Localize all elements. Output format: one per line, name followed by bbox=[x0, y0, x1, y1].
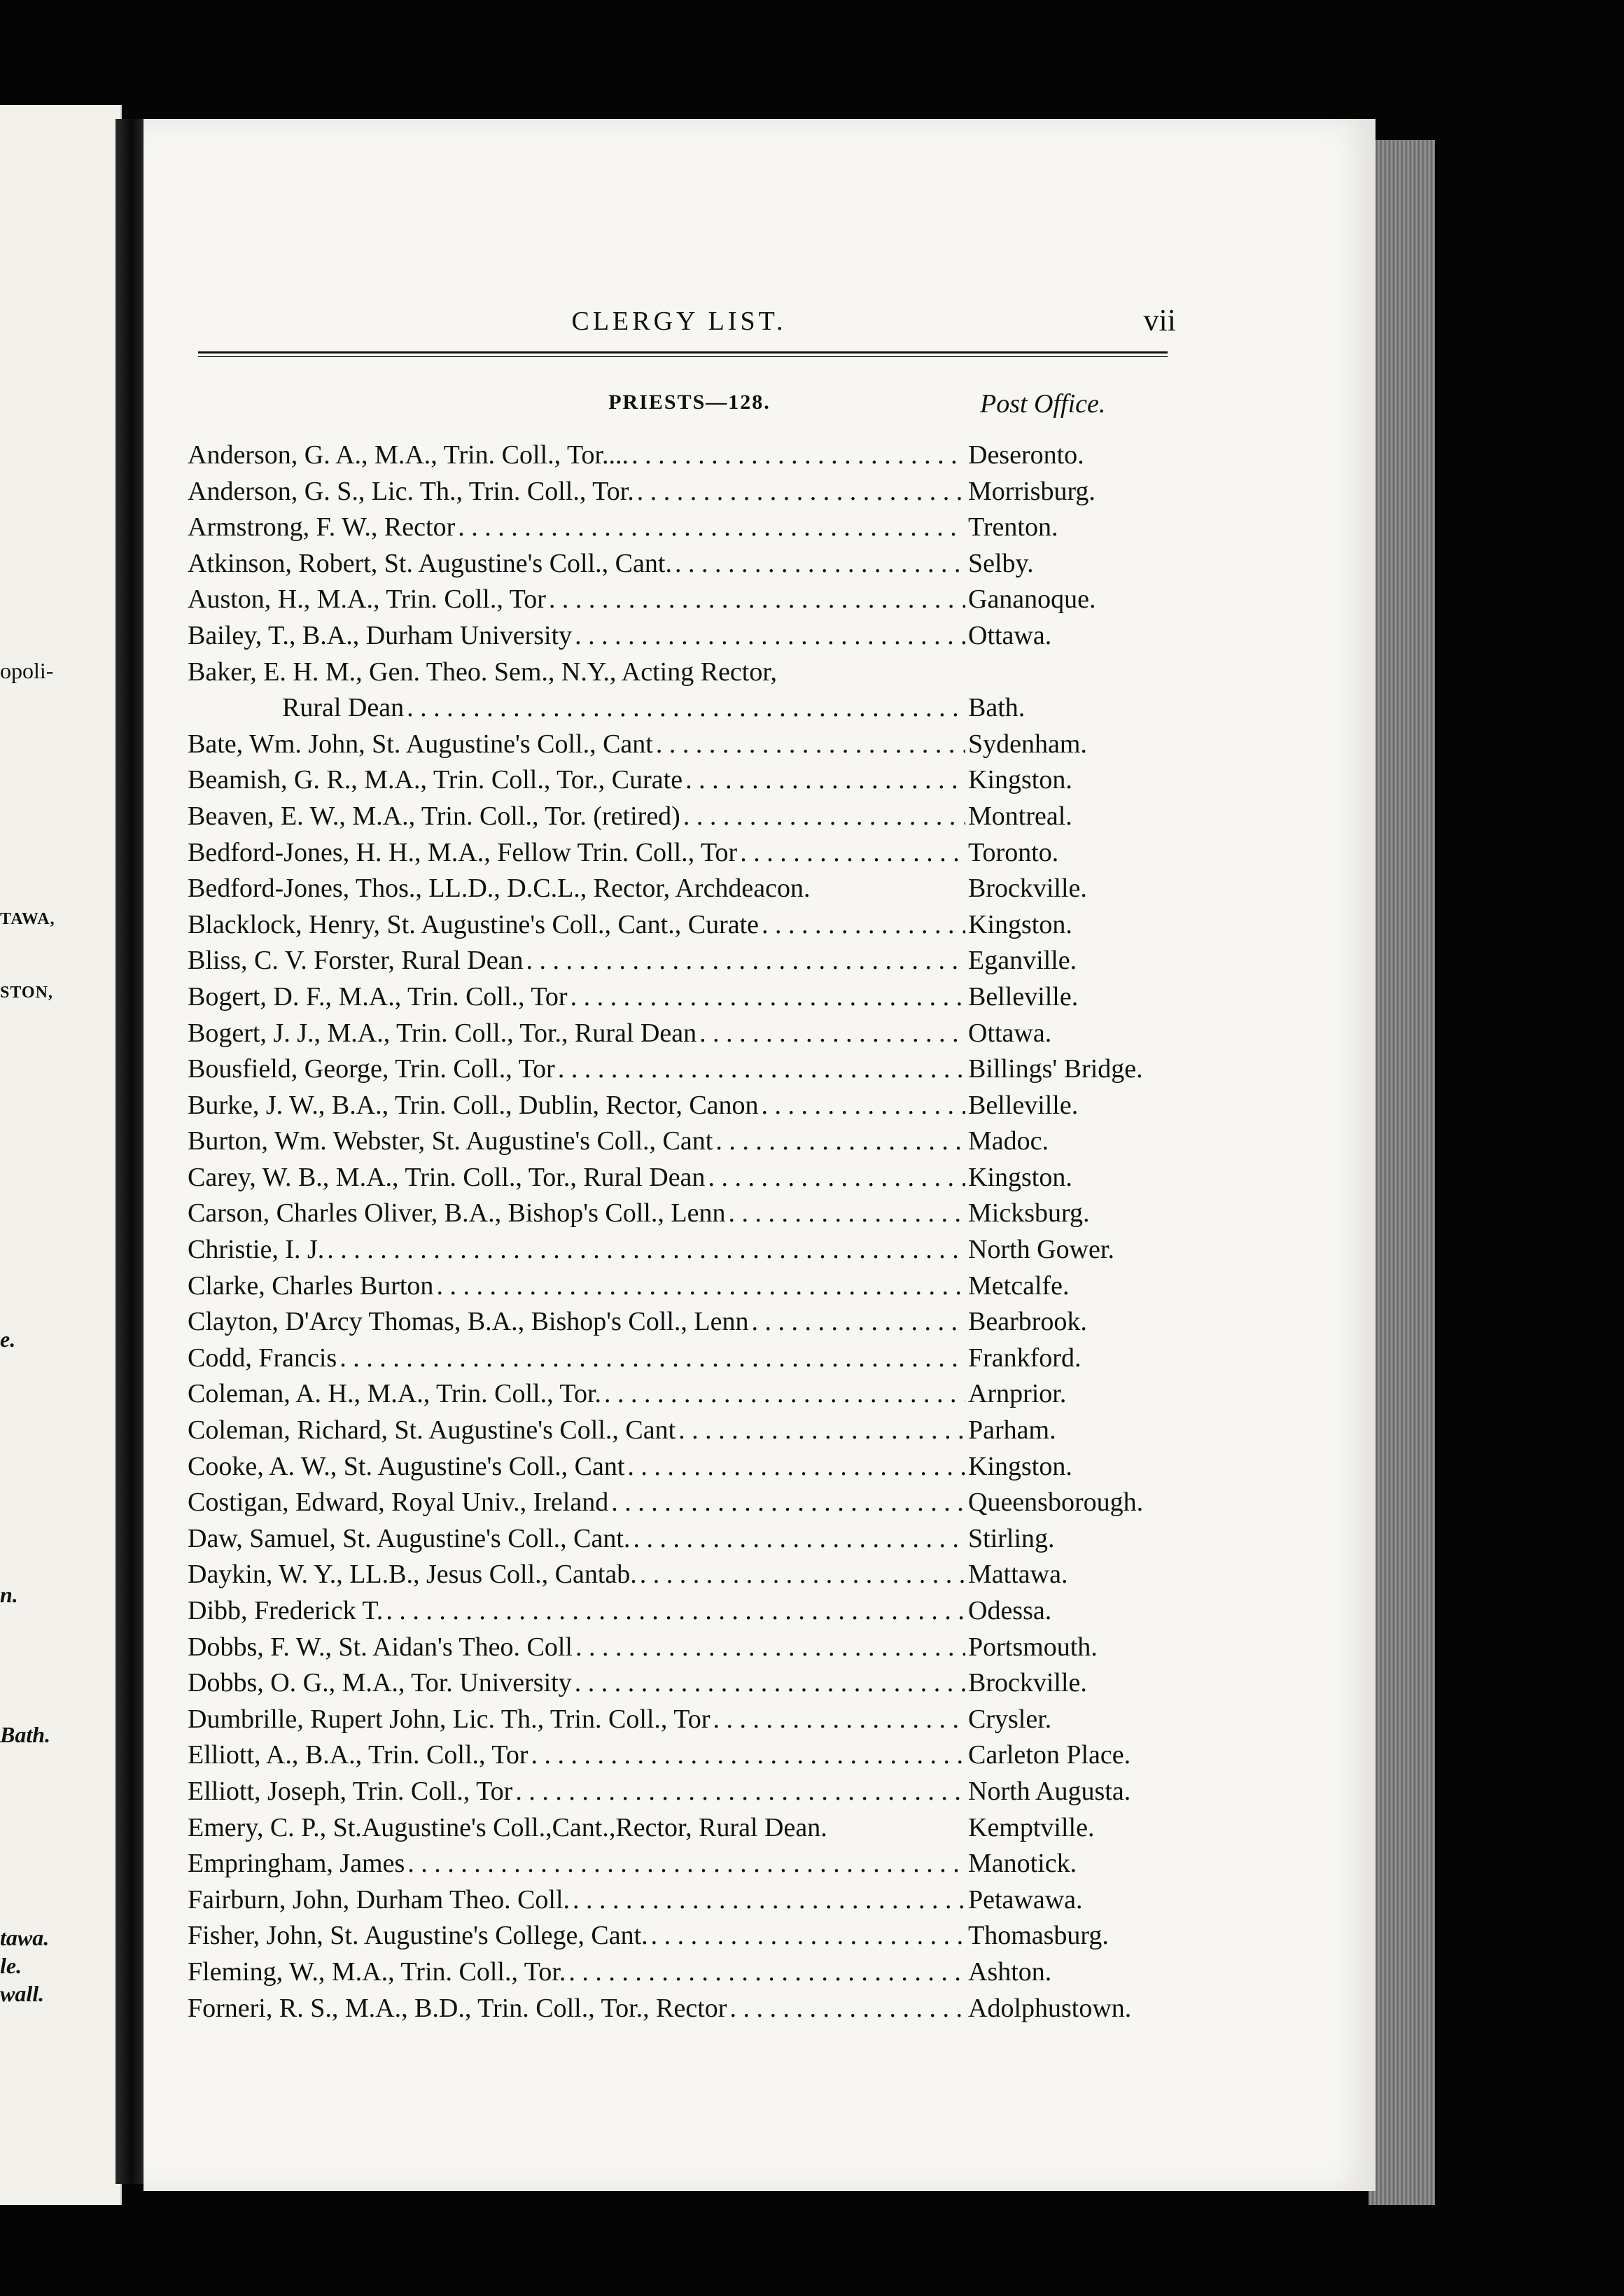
clergy-entry bbox=[188, 690, 1168, 727]
dot-leader bbox=[575, 1665, 965, 1702]
section-heading: PRIESTS—128. bbox=[608, 391, 771, 414]
page-number: vii bbox=[1143, 303, 1176, 337]
post-office: Frankford. bbox=[968, 1343, 1082, 1373]
post-office: Morrisburg. bbox=[968, 476, 1096, 506]
clergy-entry bbox=[188, 1774, 1168, 1810]
post-office: Odessa. bbox=[968, 1596, 1052, 1625]
dot-leader bbox=[458, 510, 965, 546]
dot-leader bbox=[627, 1449, 965, 1485]
dot-leader bbox=[685, 762, 965, 799]
dot-leader bbox=[675, 546, 965, 582]
facing-page-fragment: TAWA, bbox=[0, 910, 55, 928]
dot-leader bbox=[762, 1088, 965, 1124]
clergy-entry bbox=[188, 1124, 1168, 1160]
clergy-name: Emery, C. P., St.Augustine's Coll.,Cant.,Rector, Rural Dean. bbox=[188, 1812, 827, 1842]
clergy-entry bbox=[188, 871, 1168, 907]
clergy-entry bbox=[188, 618, 1168, 654]
clergy-name: Codd, Francis bbox=[188, 1343, 337, 1373]
post-office: Kemptville. bbox=[968, 1812, 1095, 1842]
post-office: Bath. bbox=[968, 693, 1026, 723]
dot-leader bbox=[640, 1557, 965, 1593]
dot-leader bbox=[637, 474, 965, 510]
clergy-name: Burton, Wm. Webster, St. Augustine's Coll., Cant bbox=[188, 1126, 713, 1156]
clergy-entry bbox=[188, 1413, 1168, 1449]
clergy-name: Empringham, James bbox=[188, 1849, 405, 1879]
dot-leader bbox=[683, 799, 965, 835]
clergy-entry bbox=[188, 799, 1168, 835]
clergy-name: Bliss, C. V. Forster, Rural Dean bbox=[188, 946, 524, 976]
facing-page bbox=[0, 105, 122, 2205]
clergy-name: Beamish, G. R., M.A., Trin. Coll., Tor., Curate bbox=[188, 765, 683, 795]
facing-page-fragment: n. bbox=[0, 1582, 18, 1607]
clergy-name: Fairburn, John, Durham Theo. Coll. bbox=[188, 1884, 570, 1914]
dot-leader bbox=[678, 1413, 965, 1449]
clergy-name: Beaven, E. W., M.A., Trin. Coll., Tor. (retired) bbox=[188, 801, 680, 831]
facing-page-fragment: STON, bbox=[0, 983, 53, 1002]
facing-page-fragment: e. bbox=[0, 1326, 16, 1352]
clergy-entry bbox=[188, 1991, 1168, 2027]
clergy-name: Costigan, Edward, Royal Univ., Ireland bbox=[188, 1488, 609, 1518]
clergy-entry bbox=[188, 1485, 1168, 1521]
clergy-entry bbox=[188, 1702, 1168, 1738]
dot-leader bbox=[407, 1846, 965, 1882]
clergy-entry bbox=[188, 654, 1168, 691]
post-office: Parham. bbox=[968, 1415, 1056, 1446]
post-office: Ottawa. bbox=[968, 1018, 1052, 1048]
dot-leader bbox=[651, 1918, 965, 1954]
dot-leader bbox=[762, 907, 965, 944]
post-office: Selby. bbox=[968, 548, 1034, 578]
clergy-name: Coleman, A. H., M.A., Trin. Coll., Tor. bbox=[188, 1379, 602, 1409]
facing-page-fragment: le. bbox=[0, 1953, 22, 1978]
clergy-name: Carey, W. B., M.A., Trin. Coll., Tor., Rural Dean bbox=[188, 1162, 706, 1192]
clergy-name: Bedford-Jones, H. H., M.A., Fellow Trin. Coll., Tor bbox=[188, 837, 738, 867]
facing-page-fragment: opoli- bbox=[0, 658, 54, 683]
facing-page-fragment: tawa. bbox=[0, 1925, 50, 1950]
clergy-entry bbox=[188, 546, 1168, 582]
dot-leader bbox=[573, 1882, 965, 1919]
post-office: Belleville. bbox=[968, 981, 1079, 1011]
dot-leader bbox=[715, 1124, 965, 1160]
clergy-name: Elliott, A., B.A., Trin. Coll., Tor bbox=[188, 1740, 528, 1770]
clergy-name: Coleman, Richard, St. Augustine's Coll., Cant bbox=[188, 1415, 676, 1446]
clergy-entry bbox=[188, 907, 1168, 944]
clergy-entry bbox=[188, 1088, 1168, 1124]
post-office: Thomasburg. bbox=[968, 1921, 1109, 1951]
clergy-name: Bogert, J. J., M.A., Trin. Coll., Tor., Rural Dean bbox=[188, 1018, 697, 1048]
clergy-entry bbox=[188, 1918, 1168, 1954]
clergy-name: Anderson, G. A., M.A., Trin. Coll., Tor.... bbox=[188, 440, 629, 470]
post-office: Ottawa. bbox=[968, 620, 1052, 650]
clergy-entry bbox=[188, 979, 1168, 1016]
facing-page-fragment: wall. bbox=[0, 1981, 45, 2006]
clergy-name: Clayton, D'Arcy Thomas, B.A., Bishop's Coll., Lenn bbox=[188, 1307, 749, 1337]
clergy-list bbox=[188, 438, 1168, 2026]
clergy-entry bbox=[188, 1557, 1168, 1593]
post-office: Mattawa. bbox=[968, 1560, 1068, 1590]
clergy-entry bbox=[188, 438, 1168, 474]
clergy-name: Auston, H., M.A., Trin. Coll., Tor bbox=[188, 584, 546, 615]
post-office: Eganville. bbox=[968, 946, 1077, 976]
post-office: Metcalfe. bbox=[968, 1270, 1070, 1301]
clergy-name: Elliott, Joseph, Trin. Coll., Tor bbox=[188, 1776, 513, 1806]
clergy-name: Rural Dean bbox=[282, 693, 405, 723]
facing-page-fragment: Bath. bbox=[0, 1722, 51, 1747]
post-office: Montreal. bbox=[968, 801, 1072, 831]
clergy-entry bbox=[188, 1232, 1168, 1268]
dot-leader bbox=[740, 835, 965, 872]
post-office: Kingston. bbox=[968, 765, 1072, 795]
clergy-entry bbox=[188, 727, 1168, 763]
post-office: Billings' Bridge. bbox=[968, 1054, 1143, 1084]
dot-leader bbox=[631, 438, 965, 474]
dot-leader bbox=[729, 1991, 965, 2027]
post-office: North Gower. bbox=[968, 1235, 1114, 1265]
clergy-entry bbox=[188, 1593, 1168, 1630]
dot-leader bbox=[656, 727, 965, 763]
clergy-entry bbox=[188, 1846, 1168, 1882]
clergy-name: Bailey, T., B.A., Durham University bbox=[188, 620, 573, 650]
post-office: North Augusta. bbox=[968, 1776, 1131, 1806]
clergy-name: Fleming, W., M.A., Trin. Coll., Tor. bbox=[188, 1956, 566, 1987]
clergy-entry bbox=[188, 1304, 1168, 1340]
post-office: Portsmouth. bbox=[968, 1632, 1098, 1662]
post-office: Sydenham. bbox=[968, 729, 1087, 759]
clergy-entry bbox=[188, 1196, 1168, 1232]
clergy-name: Atkinson, Robert, St. Augustine's Coll., Cant. bbox=[188, 548, 672, 578]
dot-leader bbox=[708, 1160, 965, 1196]
clergy-name: Burke, J. W., B.A., Trin. Coll., Dublin, Rector, Canon bbox=[188, 1090, 759, 1120]
post-office: Queensborough. bbox=[968, 1488, 1144, 1518]
post-office: Brockville. bbox=[968, 874, 1087, 904]
post-office: Toronto. bbox=[968, 837, 1059, 867]
clergy-entry bbox=[188, 1160, 1168, 1196]
clergy-name: Bedford-Jones, Thos., LL.D., D.C.L., Rector, Archdeacon. bbox=[188, 874, 811, 904]
post-office: Bearbrook. bbox=[968, 1307, 1087, 1337]
post-office: Kingston. bbox=[968, 1451, 1072, 1481]
dot-leader bbox=[699, 1016, 965, 1052]
clergy-name: Dumbrille, Rupert John, Lic. Th., Trin. Coll., Tor bbox=[188, 1704, 710, 1734]
dot-leader bbox=[570, 979, 965, 1016]
dot-leader bbox=[558, 1051, 965, 1088]
post-office: Carleton Place. bbox=[968, 1740, 1131, 1770]
clergy-entry bbox=[188, 1630, 1168, 1666]
clergy-entry bbox=[188, 1810, 1168, 1847]
dot-leader bbox=[515, 1774, 965, 1810]
clergy-entry bbox=[188, 474, 1168, 510]
dot-leader bbox=[604, 1376, 965, 1413]
post-office: Gananoque. bbox=[968, 584, 1096, 615]
clergy-name: Clarke, Charles Burton bbox=[188, 1270, 434, 1301]
dot-leader bbox=[549, 582, 965, 618]
post-office: Petawawa. bbox=[968, 1884, 1083, 1914]
dot-leader bbox=[575, 1630, 965, 1666]
clergy-entry bbox=[188, 943, 1168, 979]
clergy-entry bbox=[188, 1376, 1168, 1413]
clergy-name: Christie, I. J. bbox=[188, 1235, 325, 1265]
clergy-name: Daw, Samuel, St. Augustine's Coll., Cant. bbox=[188, 1523, 631, 1553]
clergy-entry bbox=[188, 1340, 1168, 1377]
clergy-name: Bousfield, George, Trin. Coll., Tor bbox=[188, 1054, 555, 1084]
clergy-name: Daykin, W. Y., LL.B., Jesus Coll., Cantab. bbox=[188, 1560, 637, 1590]
clergy-entry bbox=[188, 1521, 1168, 1558]
clergy-name: Dobbs, O. G., M.A., Tor. University bbox=[188, 1668, 572, 1698]
post-office: Adolphustown. bbox=[968, 1993, 1132, 2023]
running-head: CLERGY LIST. bbox=[571, 307, 787, 336]
post-office: Trenton. bbox=[968, 512, 1058, 542]
clergy-entry bbox=[188, 582, 1168, 618]
page-edges bbox=[1368, 140, 1435, 2205]
dot-leader bbox=[436, 1268, 965, 1305]
dot-leader bbox=[531, 1737, 965, 1774]
clergy-entry bbox=[188, 1882, 1168, 1919]
dot-leader bbox=[386, 1593, 965, 1630]
clergy-name: Dobbs, F. W., St. Aidan's Theo. Coll bbox=[188, 1632, 573, 1662]
post-office: Madoc. bbox=[968, 1126, 1049, 1156]
post-office: Kingston. bbox=[968, 909, 1072, 939]
clergy-name: Blacklock, Henry, St. Augustine's Coll., Cant., Curate bbox=[188, 909, 760, 939]
dot-leader bbox=[633, 1521, 965, 1558]
clergy-entry bbox=[188, 1051, 1168, 1088]
clergy-entry bbox=[188, 835, 1168, 872]
dot-leader bbox=[713, 1702, 965, 1738]
clergy-name: Forneri, R. S., M.A., B.D., Trin. Coll., Tor., Rector bbox=[188, 1993, 727, 2023]
dot-leader bbox=[728, 1196, 965, 1232]
post-office: Ashton. bbox=[968, 1956, 1052, 1987]
clergy-entry bbox=[188, 1954, 1168, 1991]
header-rule bbox=[198, 351, 1168, 357]
clergy-name: Carson, Charles Oliver, B.A., Bishop's Coll., Lenn bbox=[188, 1198, 726, 1228]
dot-leader bbox=[575, 618, 965, 654]
clergy-entry bbox=[188, 510, 1168, 546]
post-office: Micksburg. bbox=[968, 1198, 1090, 1228]
clergy-entry bbox=[188, 1449, 1168, 1485]
post-office: Stirling. bbox=[968, 1523, 1055, 1553]
post-office: Belleville. bbox=[968, 1090, 1079, 1120]
post-office: Manotick. bbox=[968, 1849, 1077, 1879]
dot-leader bbox=[526, 943, 965, 979]
clergy-entry bbox=[188, 762, 1168, 799]
dot-leader bbox=[340, 1340, 965, 1377]
clergy-name: Armstrong, F. W., Rector bbox=[188, 512, 456, 542]
clergy-entry bbox=[188, 1268, 1168, 1305]
post-office: Crysler. bbox=[968, 1704, 1052, 1734]
clergy-name: Bate, Wm. John, St. Augustine's Coll., Cant bbox=[188, 729, 653, 759]
dot-leader bbox=[407, 690, 965, 727]
dot-leader bbox=[568, 1954, 965, 1991]
post-office: Arnprior. bbox=[968, 1379, 1067, 1409]
post-office-column-heading: Post Office. bbox=[980, 389, 1106, 419]
clergy-name: Anderson, G. S., Lic. Th., Trin. Coll., Tor. bbox=[188, 476, 634, 506]
clergy-entry bbox=[188, 1016, 1168, 1052]
clergy-entry bbox=[188, 1737, 1168, 1774]
clergy-name: Dibb, Frederick T. bbox=[188, 1596, 384, 1625]
clergy-name: Bogert, D. F., M.A., Trin. Coll., Tor bbox=[188, 981, 568, 1011]
clergy-name: Baker, E. H. M., Gen. Theo. Sem., N.Y., Acting Rector, bbox=[188, 657, 777, 687]
post-office: Kingston. bbox=[968, 1162, 1072, 1192]
clergy-name: Cooke, A. W., St. Augustine's Coll., Cant bbox=[188, 1451, 625, 1481]
clergy-name: Fisher, John, St. Augustine's College, Cant. bbox=[188, 1921, 648, 1951]
post-office: Brockville. bbox=[968, 1668, 1087, 1698]
dot-leader bbox=[751, 1304, 965, 1340]
dot-leader bbox=[611, 1485, 965, 1521]
dot-leader bbox=[327, 1232, 965, 1268]
post-office: Deseronto. bbox=[968, 440, 1084, 470]
clergy-entry bbox=[188, 1665, 1168, 1702]
